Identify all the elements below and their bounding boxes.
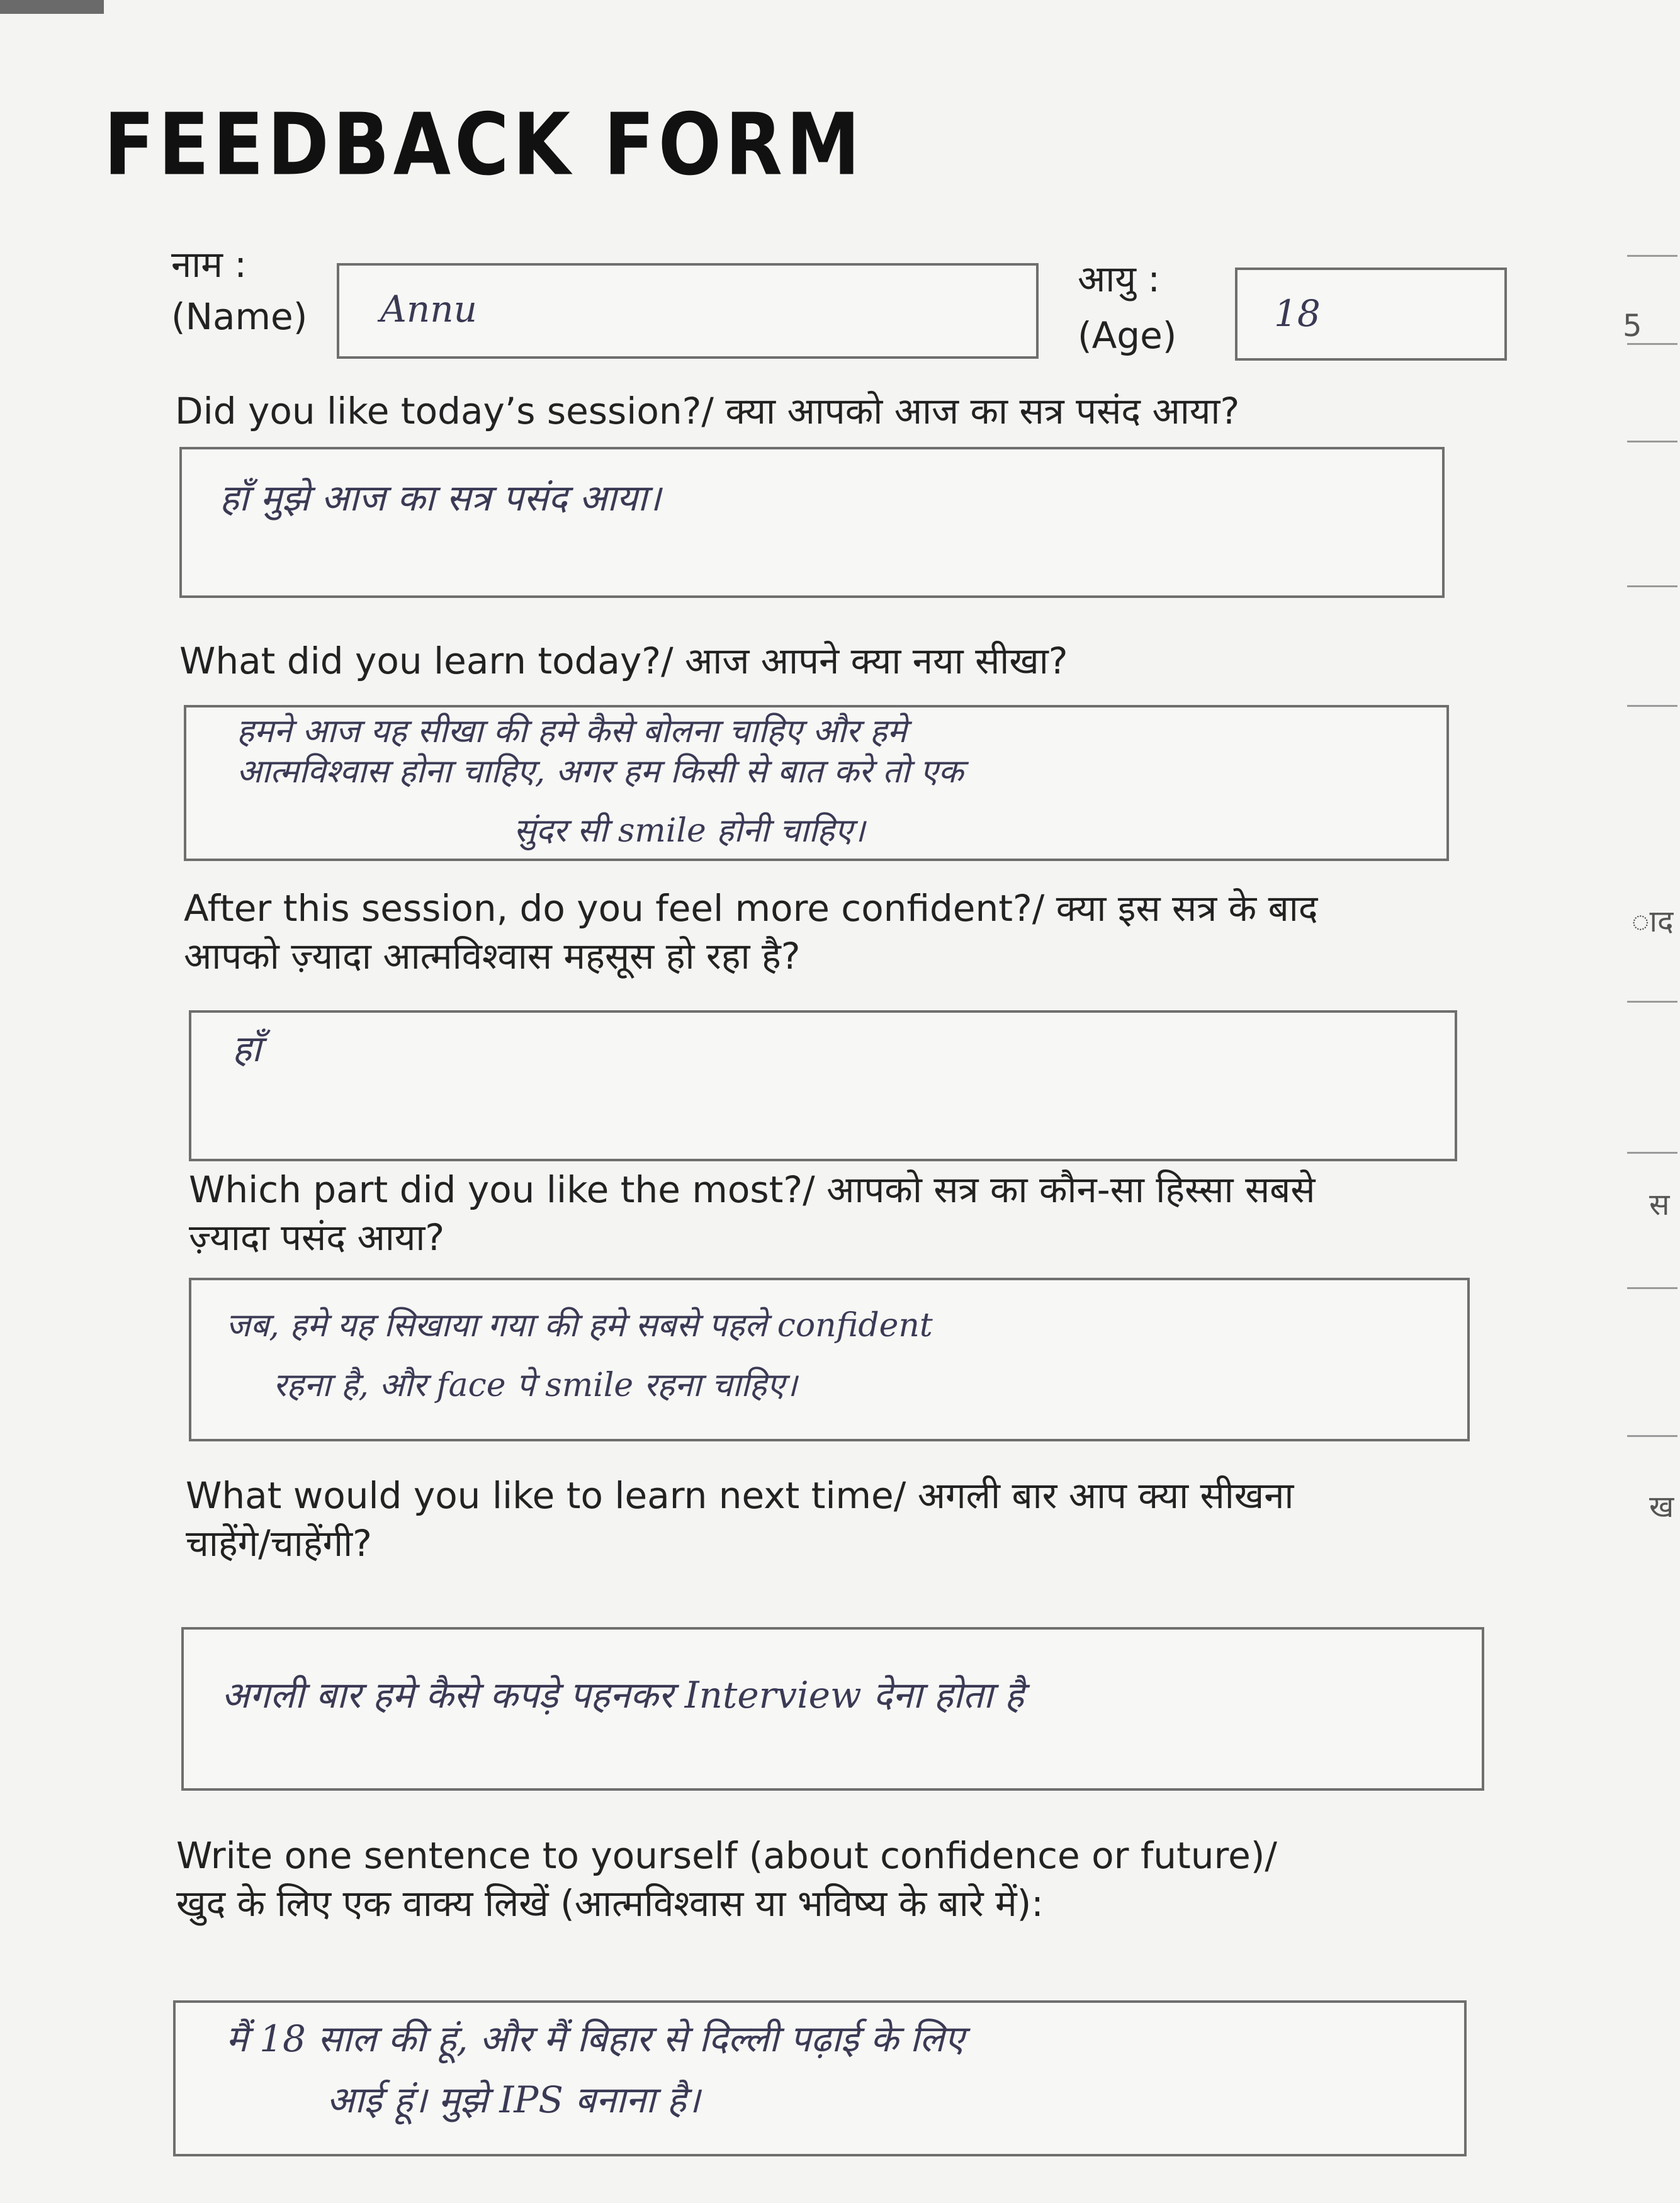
side-rule: [1627, 1435, 1677, 1437]
name-label-hindi: नाम :: [171, 243, 247, 286]
age-label-hindi: आयु :: [1078, 257, 1160, 300]
question-5-line-2: चाहेंगे/चाहेंगी?: [186, 1522, 372, 1565]
answer-2-line-3: सुंदर सी smile होनी चाहिए।: [514, 812, 865, 850]
question-1: [175, 387, 1239, 435]
question-2: [179, 637, 1068, 685]
scan-corner-mark: [0, 0, 104, 14]
side-rule: [1627, 441, 1677, 442]
side-rule: [1627, 255, 1677, 257]
answer-1-line-1: हाँ मुझे आज का सत्र पसंद आया।: [220, 476, 661, 519]
question-2-line-1: What did you learn today?/ आज आपने क्या नया सीखा?: [179, 639, 1068, 682]
question-6: [176, 1832, 1277, 1927]
side-rule: [1627, 705, 1677, 707]
question-6-line-1: Write one sentence to yourself (about confidence or future)/: [176, 1834, 1277, 1877]
question-4-line-1: Which part did you like the most?/ आपको सत्र का कौन-सा हिस्सा सबसे: [189, 1168, 1316, 1211]
answer-6-box[interactable]: [173, 2000, 1467, 2156]
side-fragment: 5: [1623, 308, 1642, 344]
answer-6-line-2: आई हूं। मुझे IPS बनाना है।: [327, 2078, 701, 2121]
answer-6-line-1: मैं 18 साल की हूं, और मैं बिहार से दिल्ली पढ़ाई के लिए: [226, 2017, 965, 2060]
question-3-line-1: After this session, do you feel more confident?/ क्या इस सत्र के बाद: [184, 887, 1318, 930]
answer-2-line-2: आत्मविश्वास होना चाहिए, अगर हम किसी से बात करे तो एक: [237, 753, 964, 791]
side-fragment: स: [1649, 1187, 1670, 1222]
answer-5-line-1: अगली बार हमे कैसे कपड़े पहनकर Interview देना होता है: [222, 1674, 1024, 1716]
age-value: 18: [1274, 292, 1321, 335]
name-label-english: (Name): [171, 295, 308, 338]
question-4-line-2: ज़्यादा पसंद आया?: [189, 1216, 445, 1259]
answer-3-line-1: हाँ: [232, 1027, 261, 1070]
side-fragment: ख: [1649, 1489, 1674, 1524]
question-3: [184, 884, 1318, 980]
answer-4-line-2: रहना है, और face पे smile रहना चाहिए।: [273, 1366, 798, 1404]
answer-4-line-1: जब, हमे यह सिखाया गया की हमे सबसे पहले confident: [226, 1307, 933, 1344]
answer-2-line-1: हमने आज यह सीखा की हमे कैसे बोलना चाहिए और हमे: [237, 713, 907, 750]
side-rule: [1627, 585, 1677, 587]
question-6-line-2: खुद के लिए एक वाक्य लिखें (आत्मविश्वास या भविष्य के बारे में):: [176, 1882, 1044, 1925]
answer-5-box[interactable]: [181, 1627, 1484, 1791]
answer-1-box[interactable]: [179, 447, 1445, 598]
name-field[interactable]: [337, 263, 1039, 359]
answer-2-box[interactable]: [184, 705, 1449, 861]
form-title: FEEDBACK FORM: [104, 94, 864, 194]
question-3-line-2: आपको ज़्यादा आत्मविश्वास महसूस हो रहा है?: [184, 935, 801, 978]
side-rule: [1627, 1287, 1677, 1289]
question-1-line-1: Did you like today’s session?/ क्या आपको आज का सत्र पसंद आया?: [175, 390, 1240, 432]
answer-4-box[interactable]: [189, 1278, 1470, 1441]
age-field[interactable]: [1235, 268, 1507, 361]
name-value: Annu: [380, 288, 477, 330]
side-rule: [1627, 1152, 1677, 1154]
answer-3-box[interactable]: [189, 1010, 1457, 1161]
side-rule: [1627, 1001, 1677, 1003]
question-4: [189, 1166, 1315, 1261]
question-5-line-1: What would you like to learn next time/ अगली बार आप क्या सीखना: [186, 1474, 1294, 1517]
side-fragment: ाद: [1632, 904, 1674, 939]
age-label-english: (Age): [1078, 314, 1177, 357]
question-5: [186, 1472, 1294, 1567]
